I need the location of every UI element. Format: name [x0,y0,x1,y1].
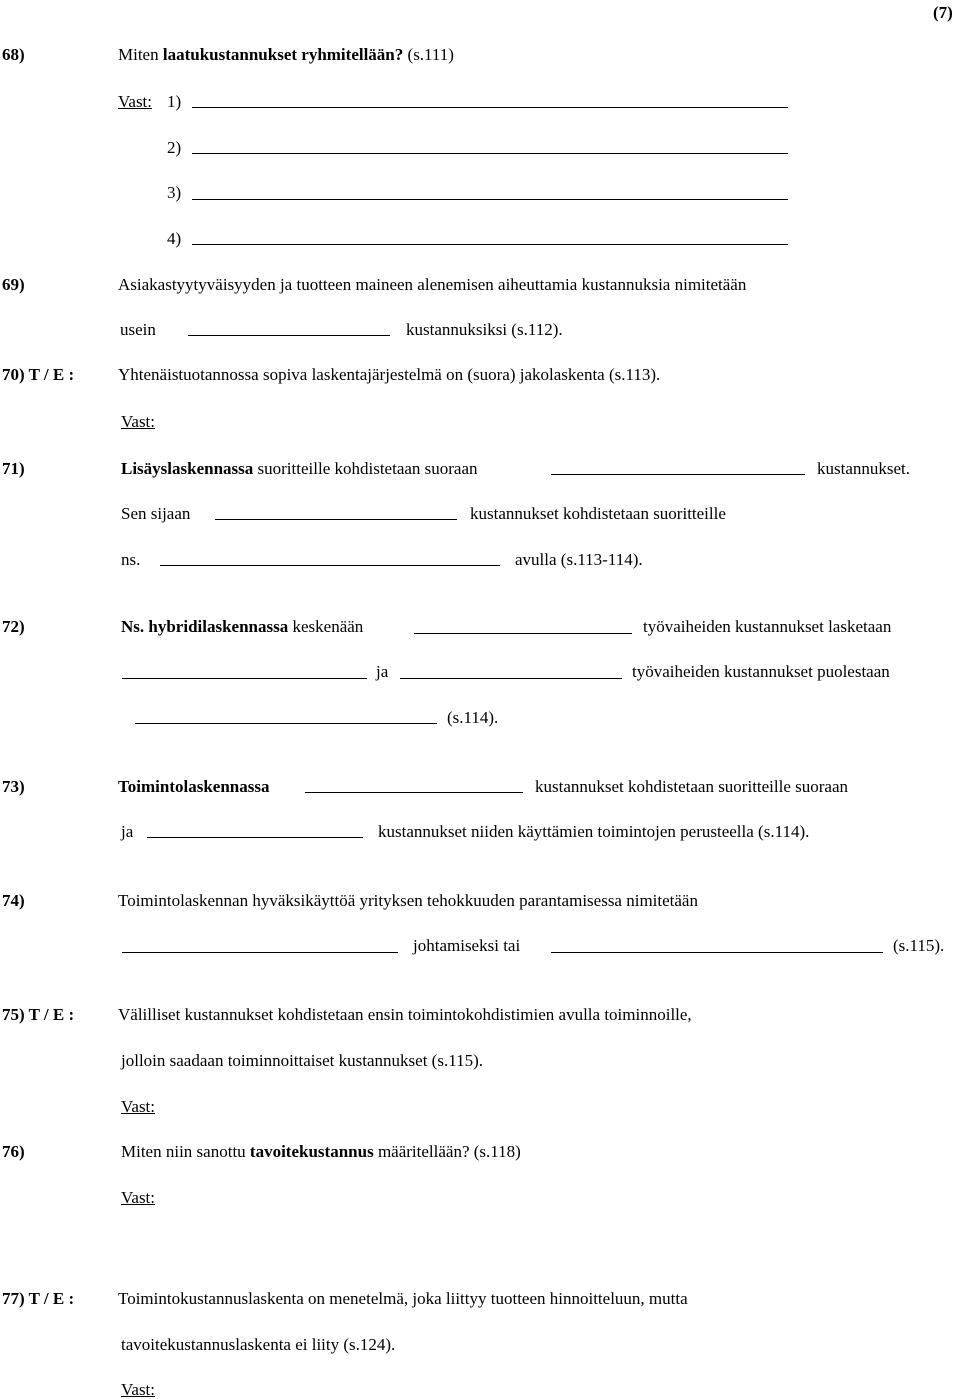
q72-answer-blank-1[interactable] [414,633,632,634]
question-68-number: 68) [2,45,25,64]
q71-answer-blank-3[interactable] [160,565,500,566]
q72-line3-end: (s.114). [447,708,499,727]
question-74-text: Toimintolaskennan hyväksikäyttöä yrityksen tehokkuuden parantamisessa nimitetään [118,891,698,910]
q72-answer-blank-2[interactable] [122,678,367,679]
q73-answer-blank-1[interactable] [305,792,523,793]
question-71-number: 71) [2,459,25,478]
page-number: (7) [933,3,953,22]
question-70-text: Yhtenäistuotannossa sopiva laskentajärjestelmä on (suora) jakolaskenta (s.113). [118,365,661,384]
question-77-line2: tavoitekustannuslaskenta ei liity (s.124). [121,1335,396,1354]
q74-mid: johtamiseksi tai [413,936,521,955]
question-75-line2: jolloin saadaan toiminnoittaiset kustannukset (s.115). [121,1051,483,1070]
q76-bold-term: tavoitekustannus [249,1142,374,1161]
q68-answer-blank-3[interactable] [192,199,788,200]
q73-answer-blank-2[interactable] [147,837,363,838]
q68-item-4: 4) [167,229,182,248]
q71-answer-blank-1[interactable] [551,474,805,475]
q68-page-ref: (s.111) [403,45,454,64]
q73-bold-term: Toimintolaskennassa [118,777,270,796]
q76-pre: Miten niin sanottu [121,1142,250,1161]
q72-line1-rest: keskenään [288,617,364,636]
q68-item-1: 1) [167,92,182,111]
q73-line1-end: kustannukset kohdistetaan suoritteille suoraan [535,777,849,796]
q72-bold-term: Ns. hybridilaskennassa [121,617,289,636]
q72-line2-mid: ja [376,662,389,681]
question-68-text [118,46,454,63]
q68-bold-term: laatukustannukset ryhmitellään? [162,45,404,64]
q72-answer-blank-4[interactable] [135,723,437,724]
q76-answer-label: Vast: [121,1188,155,1207]
q77-answer-label: Vast: [121,1380,155,1399]
question-70-number: 70) T / E : [2,365,75,384]
q71-line2-post: kustannukset kohdistetaan suoritteille [470,504,726,523]
q71-line3-post: avulla (s.113-114). [515,550,643,569]
q76-post: määritellään? (s.118) [373,1142,521,1161]
q69-usein: usein [120,320,156,339]
q68-answer-blank-2[interactable] [192,153,788,154]
question-76-text [121,1143,521,1160]
question-71-line1 [121,460,478,477]
question-72-number: 72) [2,617,25,636]
q68-answer-blank-4[interactable] [192,244,788,245]
q73-line2-end: kustannukset niiden käyttämien toimintojen perusteella (s.114). [378,822,810,841]
q71-line3-pre: ns. [121,550,141,569]
question-73-number: 73) [2,777,25,796]
question-77-line1: Toimintokustannuslaskenta on menetelmä, joka liittyy tuotteen hinnoitteluun, mutta [118,1289,688,1308]
q68-answer-label: Vast: [118,92,152,111]
question-76-number: 76) [2,1142,25,1161]
question-77-number: 77) T / E : [2,1289,75,1308]
q70-answer-label: Vast: [121,412,155,431]
q71-line1-end: kustannukset. [817,459,911,478]
q68-item-2: 2) [167,138,182,157]
q73-line2-pre: ja [121,822,134,841]
q75-answer-label: Vast: [121,1097,155,1116]
q71-bold-term: Lisäyslaskennassa [121,459,254,478]
q69-answer-blank[interactable] [188,335,390,336]
question-72-line1 [121,618,363,635]
question-74-number: 74) [2,891,25,910]
q68-answer-blank-1[interactable] [192,107,788,108]
q71-line1-rest: suoritteille kohdistetaan suoraan [253,459,478,478]
q68-pre: Miten [118,45,163,64]
q74-answer-blank-2[interactable] [551,952,883,953]
question-75-line1: Välilliset kustannukset kohdistetaan ensin toimintokohdistimien avulla toiminnoille, [118,1005,692,1024]
q72-answer-blank-3[interactable] [400,678,622,679]
q69-after-text: kustannuksiksi (s.112). [406,320,563,339]
q72-line2-end: työvaiheiden kustannukset puolestaan [632,662,890,681]
q74-answer-blank-1[interactable] [122,952,398,953]
q74-end: (s.115). [893,936,945,955]
q68-item-3: 3) [167,183,182,202]
q72-line1-end: työvaiheiden kustannukset lasketaan [643,617,892,636]
q71-answer-blank-2[interactable] [215,519,457,520]
q71-line2-pre: Sen sijaan [121,504,191,523]
question-69-text: Asiakastyytyväisyyden ja tuotteen maineen alenemisen aiheuttamia kustannuksia nimitetään [118,275,747,294]
question-75-number: 75) T / E : [2,1005,75,1024]
question-69-number: 69) [2,275,25,294]
